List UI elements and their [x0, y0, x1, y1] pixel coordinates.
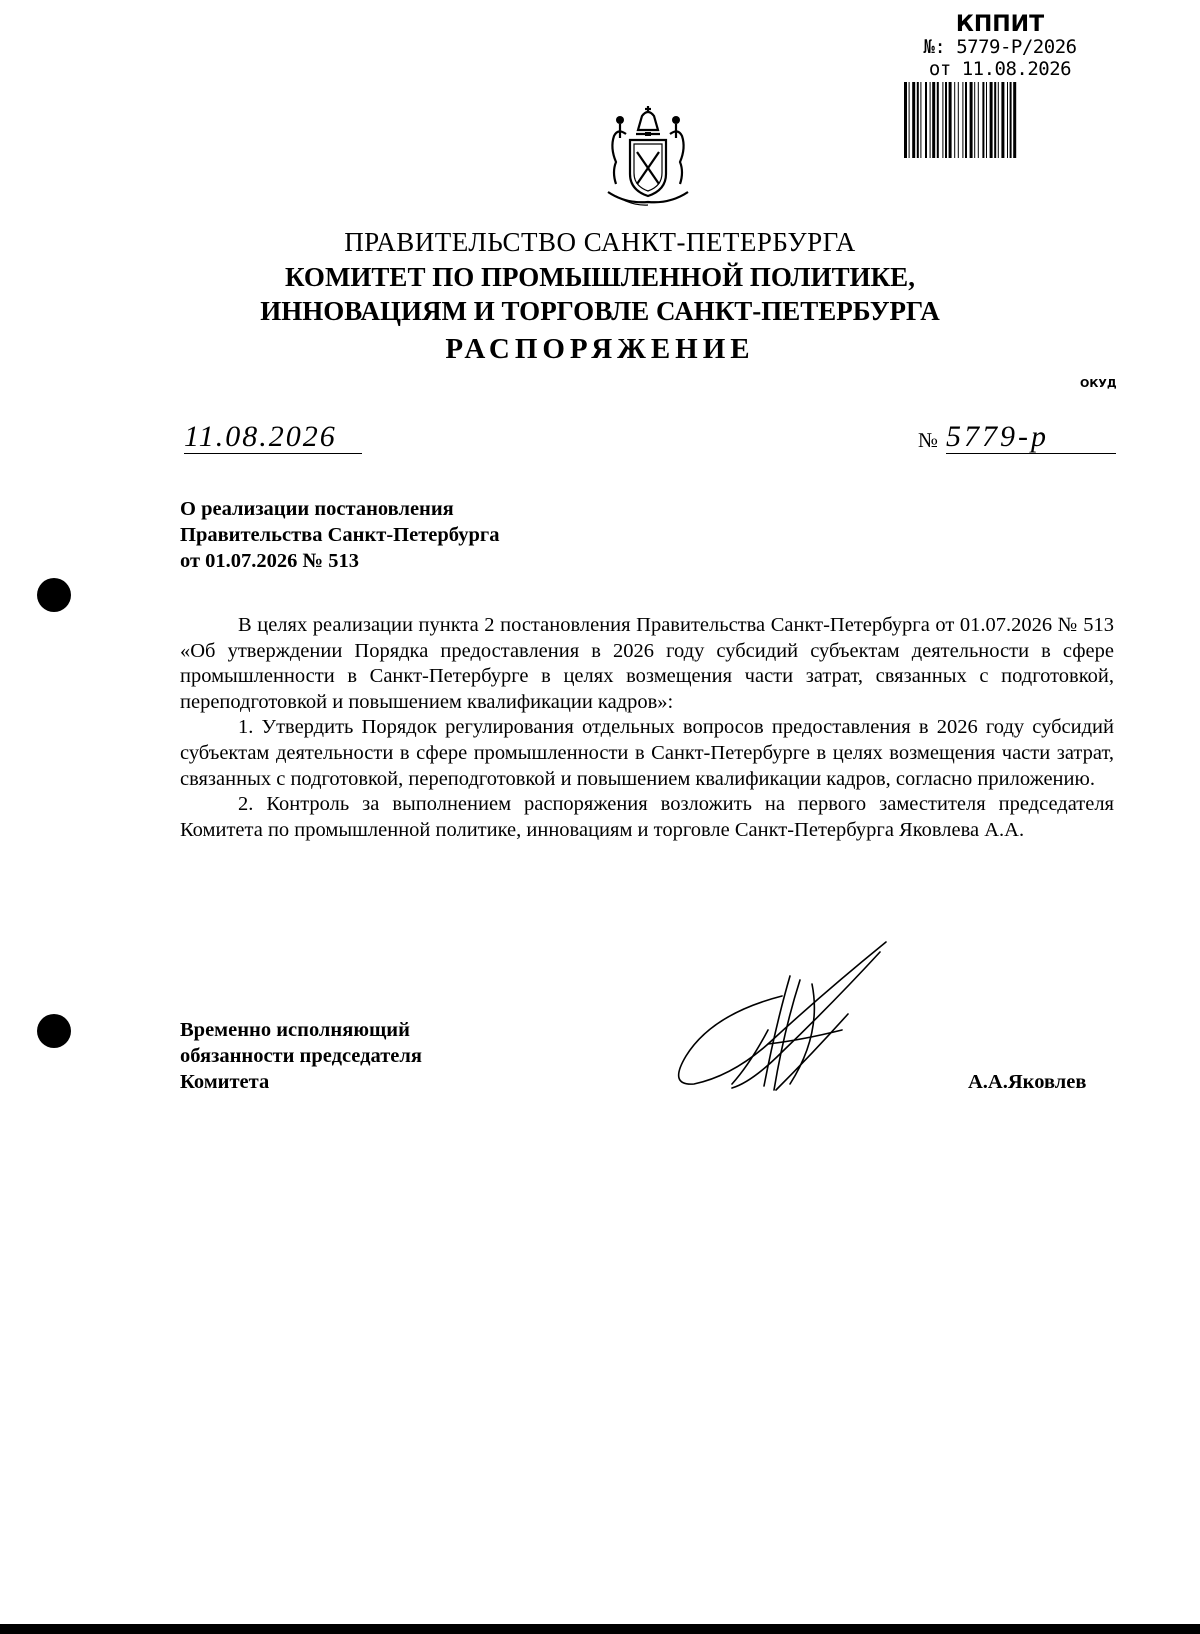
- signatory-title-line: Комитета: [180, 1071, 270, 1093]
- document-type: РАСПОРЯЖЕНИЕ: [445, 333, 755, 365]
- subject-line: Правительства Санкт-Петербурга: [180, 524, 500, 546]
- item-2-paragraph: 2. Контроль за выполнением распоряжения возложить на первого заместителя председателя Комитета по промышленной политике, инновациям и торговле Санкт-Петербурга Яковлева А.А.: [180, 793, 1114, 841]
- handwritten-signature-icon: [672, 934, 897, 1104]
- signatory-title-line: Временно исполняющий: [180, 1019, 410, 1041]
- number-label: №: [918, 428, 939, 452]
- registration-stamp: [905, 14, 1095, 80]
- scan-edge: [0, 1624, 1200, 1634]
- preamble-paragraph: В целях реализации пункта 2 постановления Правительства Санкт-Петербурга от 01.07.2026 № 513 «Об утверждении Порядка предоставления в 2026 году субсидий субъектам деятельности в сфере промышленности в Санкт-Петербурге в целях возмещения части затрат, связанных с подготовкой, переподготовкой и повышением квалификации кадров»:: [180, 614, 1114, 713]
- subject-line: от 01.07.2026 № 513: [180, 550, 360, 572]
- document-body: [180, 613, 1114, 843]
- handwritten-date: 11.08.2026: [184, 421, 362, 454]
- coat-of-arms-icon: [596, 104, 700, 208]
- stamp-number: №: 5779-Р/2026: [923, 36, 1077, 58]
- item-1-paragraph: 1. Утвердить Порядок регулирования отдельных вопросов предоставления в 2026 году субсидий субъектам деятельности в сфере промышленности в Санкт-Петербурге в целях возмещения части затрат, связанных с подготовкой, переподготовкой и повышением квалификации кадров, согласно приложению.: [180, 716, 1114, 790]
- signatory-title-line: обязанности председателя: [180, 1045, 422, 1067]
- signatory-name: А.А.Яковлев: [968, 1071, 1087, 1093]
- punch-hole: [37, 1014, 71, 1048]
- punch-hole: [37, 578, 71, 612]
- committee-name-line1: КОМИТЕТ ПО ПРОМЫШЛЕННОЙ ПОЛИТИКЕ,: [285, 262, 915, 292]
- stamp-date: от 11.08.2026: [928, 58, 1072, 80]
- okud-label: ОКУД: [1080, 377, 1117, 390]
- committee-name-line2: ИННОВАЦИЯМ И ТОРГОВЛЕ САНКТ-ПЕТЕРБУРГА: [260, 296, 940, 326]
- barcode-icon: [902, 82, 1096, 158]
- government-name: ПРАВИТЕЛЬСТВО САНКТ-ПЕТЕРБУРГА: [344, 227, 856, 257]
- subject-line: О реализации постановления: [180, 498, 454, 520]
- handwritten-number: 5779-р: [946, 421, 1116, 454]
- stamp-organization: КППИТ: [955, 12, 1045, 37]
- document-subject: [180, 496, 499, 574]
- signatory-title: [180, 1017, 422, 1095]
